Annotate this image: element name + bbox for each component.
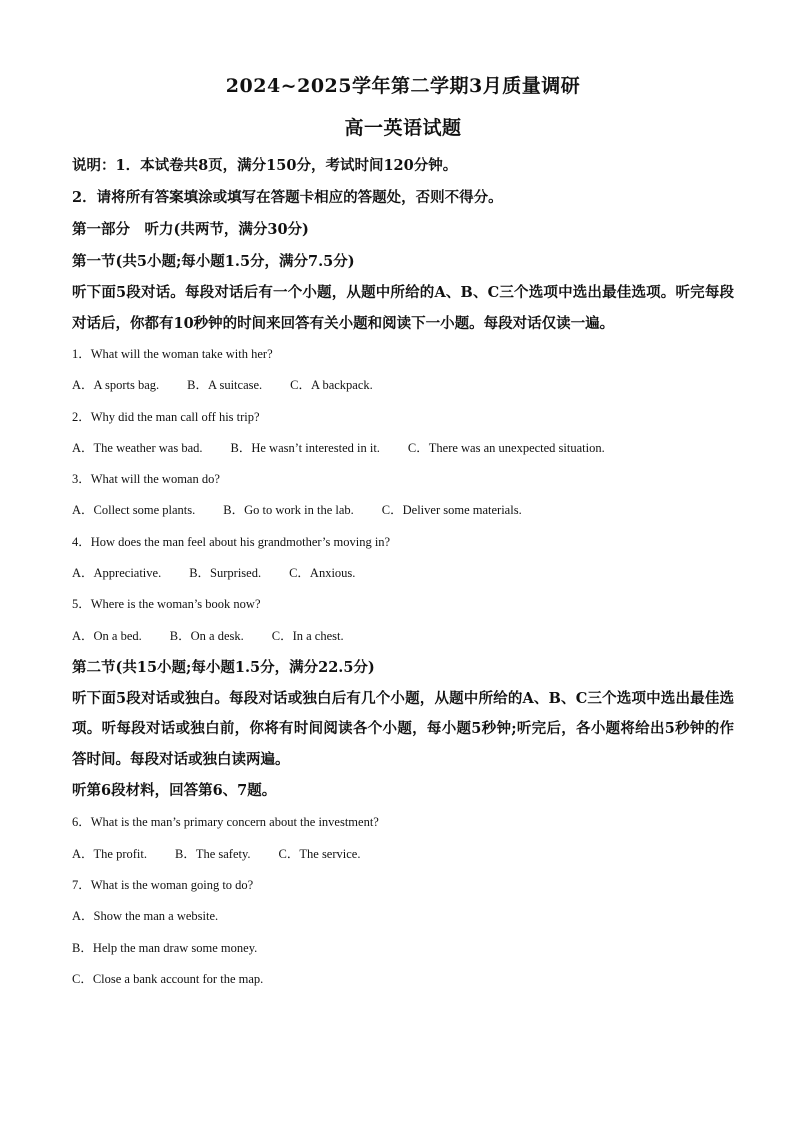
question-options — [72, 370, 734, 401]
question-5 — [72, 589, 734, 652]
question-stem: 1．What will the woman take with her? — [72, 347, 273, 361]
option-c: C．Close a bank account for the map. — [72, 971, 264, 986]
section2-directions: 听下面5段对话或独白。每段对话或独白后有几个小题，从题中所给的A、B、C三个选项中选出最佳选项。听每段对话或独白前，你将有时间阅读各个小题，每小题5秒钟;听完后，各小题将给出5秒钟的作答时间。每段对话或独白读两遍。 — [72, 689, 734, 768]
question-6 — [72, 807, 734, 870]
option-a: A．The weather was bad. — [72, 440, 203, 455]
option-b: B．He wasn’t interested in it. — [230, 440, 380, 455]
option-a: A．The profit. — [72, 846, 147, 861]
option-b: B．Surprised. — [189, 566, 262, 581]
question-3 — [72, 464, 734, 527]
option-b: B．Help the man draw some money. — [72, 940, 258, 955]
instruction-line-1: 说明：1．本试卷共8页，满分150分，考试时间120分钟。 — [72, 157, 458, 174]
exam-title: 2024~2025学年第二学期3月质量调研 — [225, 75, 581, 97]
material6-note: 听第6段材料，回答第6、7题。 — [72, 782, 277, 800]
section1-heading: 第一节(共5小题;每小题1.5分，满分7.5分) — [72, 253, 355, 270]
option-c: C．There was an unexpected situation. — [407, 440, 605, 455]
question-options — [72, 558, 734, 589]
option-a: A．Collect some plants. — [72, 503, 196, 518]
part1-heading: 第一部分 听力(共两节，满分30分) — [72, 221, 309, 238]
option-b: B．On a desk. — [169, 628, 244, 643]
option-a: A．Appreciative. — [72, 566, 162, 581]
question-options — [72, 621, 734, 652]
option-b: B．A suitcase. — [187, 378, 263, 393]
instruction-line-2: 2．请将所有答案填涂或填写在答题卡相应的答题处，否则不得分。 — [72, 189, 503, 206]
option-a: A．On a bed. — [72, 628, 142, 643]
instructions — [72, 150, 734, 214]
option-b: B．Go to work in the lab. — [223, 503, 354, 518]
question-4 — [72, 527, 734, 590]
question-1 — [72, 339, 734, 402]
question-7 — [72, 870, 734, 995]
option-c: C．In a chest. — [271, 628, 344, 643]
option-c: C．Deliver some materials. — [381, 503, 522, 518]
question-2 — [72, 402, 734, 465]
section2-heading: 第二节(共15小题;每小题1.5分，满分22.5分) — [72, 658, 375, 676]
question-options — [72, 839, 734, 870]
question-options — [72, 495, 734, 526]
question-stem: 7．What is the woman going to do? — [72, 878, 254, 893]
option-b: B．The safety. — [174, 846, 251, 861]
section1-directions: 听下面5段对话。每段对话后有一个小题，从题中所给的A、B、C三个选项中选出最佳选项。听完每段对话后，你都有10秒钟的时间来回答有关小题和阅读下一小题。每段对话仅读一遍。 — [72, 284, 734, 332]
option-c: C．A backpack. — [290, 378, 373, 393]
option-c: C．The service. — [278, 846, 361, 861]
option-a: A．Show the man a website. — [72, 909, 219, 924]
exam-subtitle: 高一英语试题 — [344, 117, 462, 139]
question-stem: 3．What will the woman do? — [72, 472, 220, 487]
question-stem: 5．Where is the woman’s book now? — [72, 597, 261, 612]
question-options — [72, 433, 734, 464]
option-a: A．A sports bag. — [72, 378, 160, 393]
option-c: C．Anxious. — [289, 566, 356, 581]
question-stem: 4．How does the man feel about his grandmother’s moving in? — [72, 534, 391, 549]
question-stem: 6．What is the man’s primary concern about the investment? — [72, 815, 379, 830]
question-stem: 2．Why did the man call off his trip? — [72, 409, 260, 424]
